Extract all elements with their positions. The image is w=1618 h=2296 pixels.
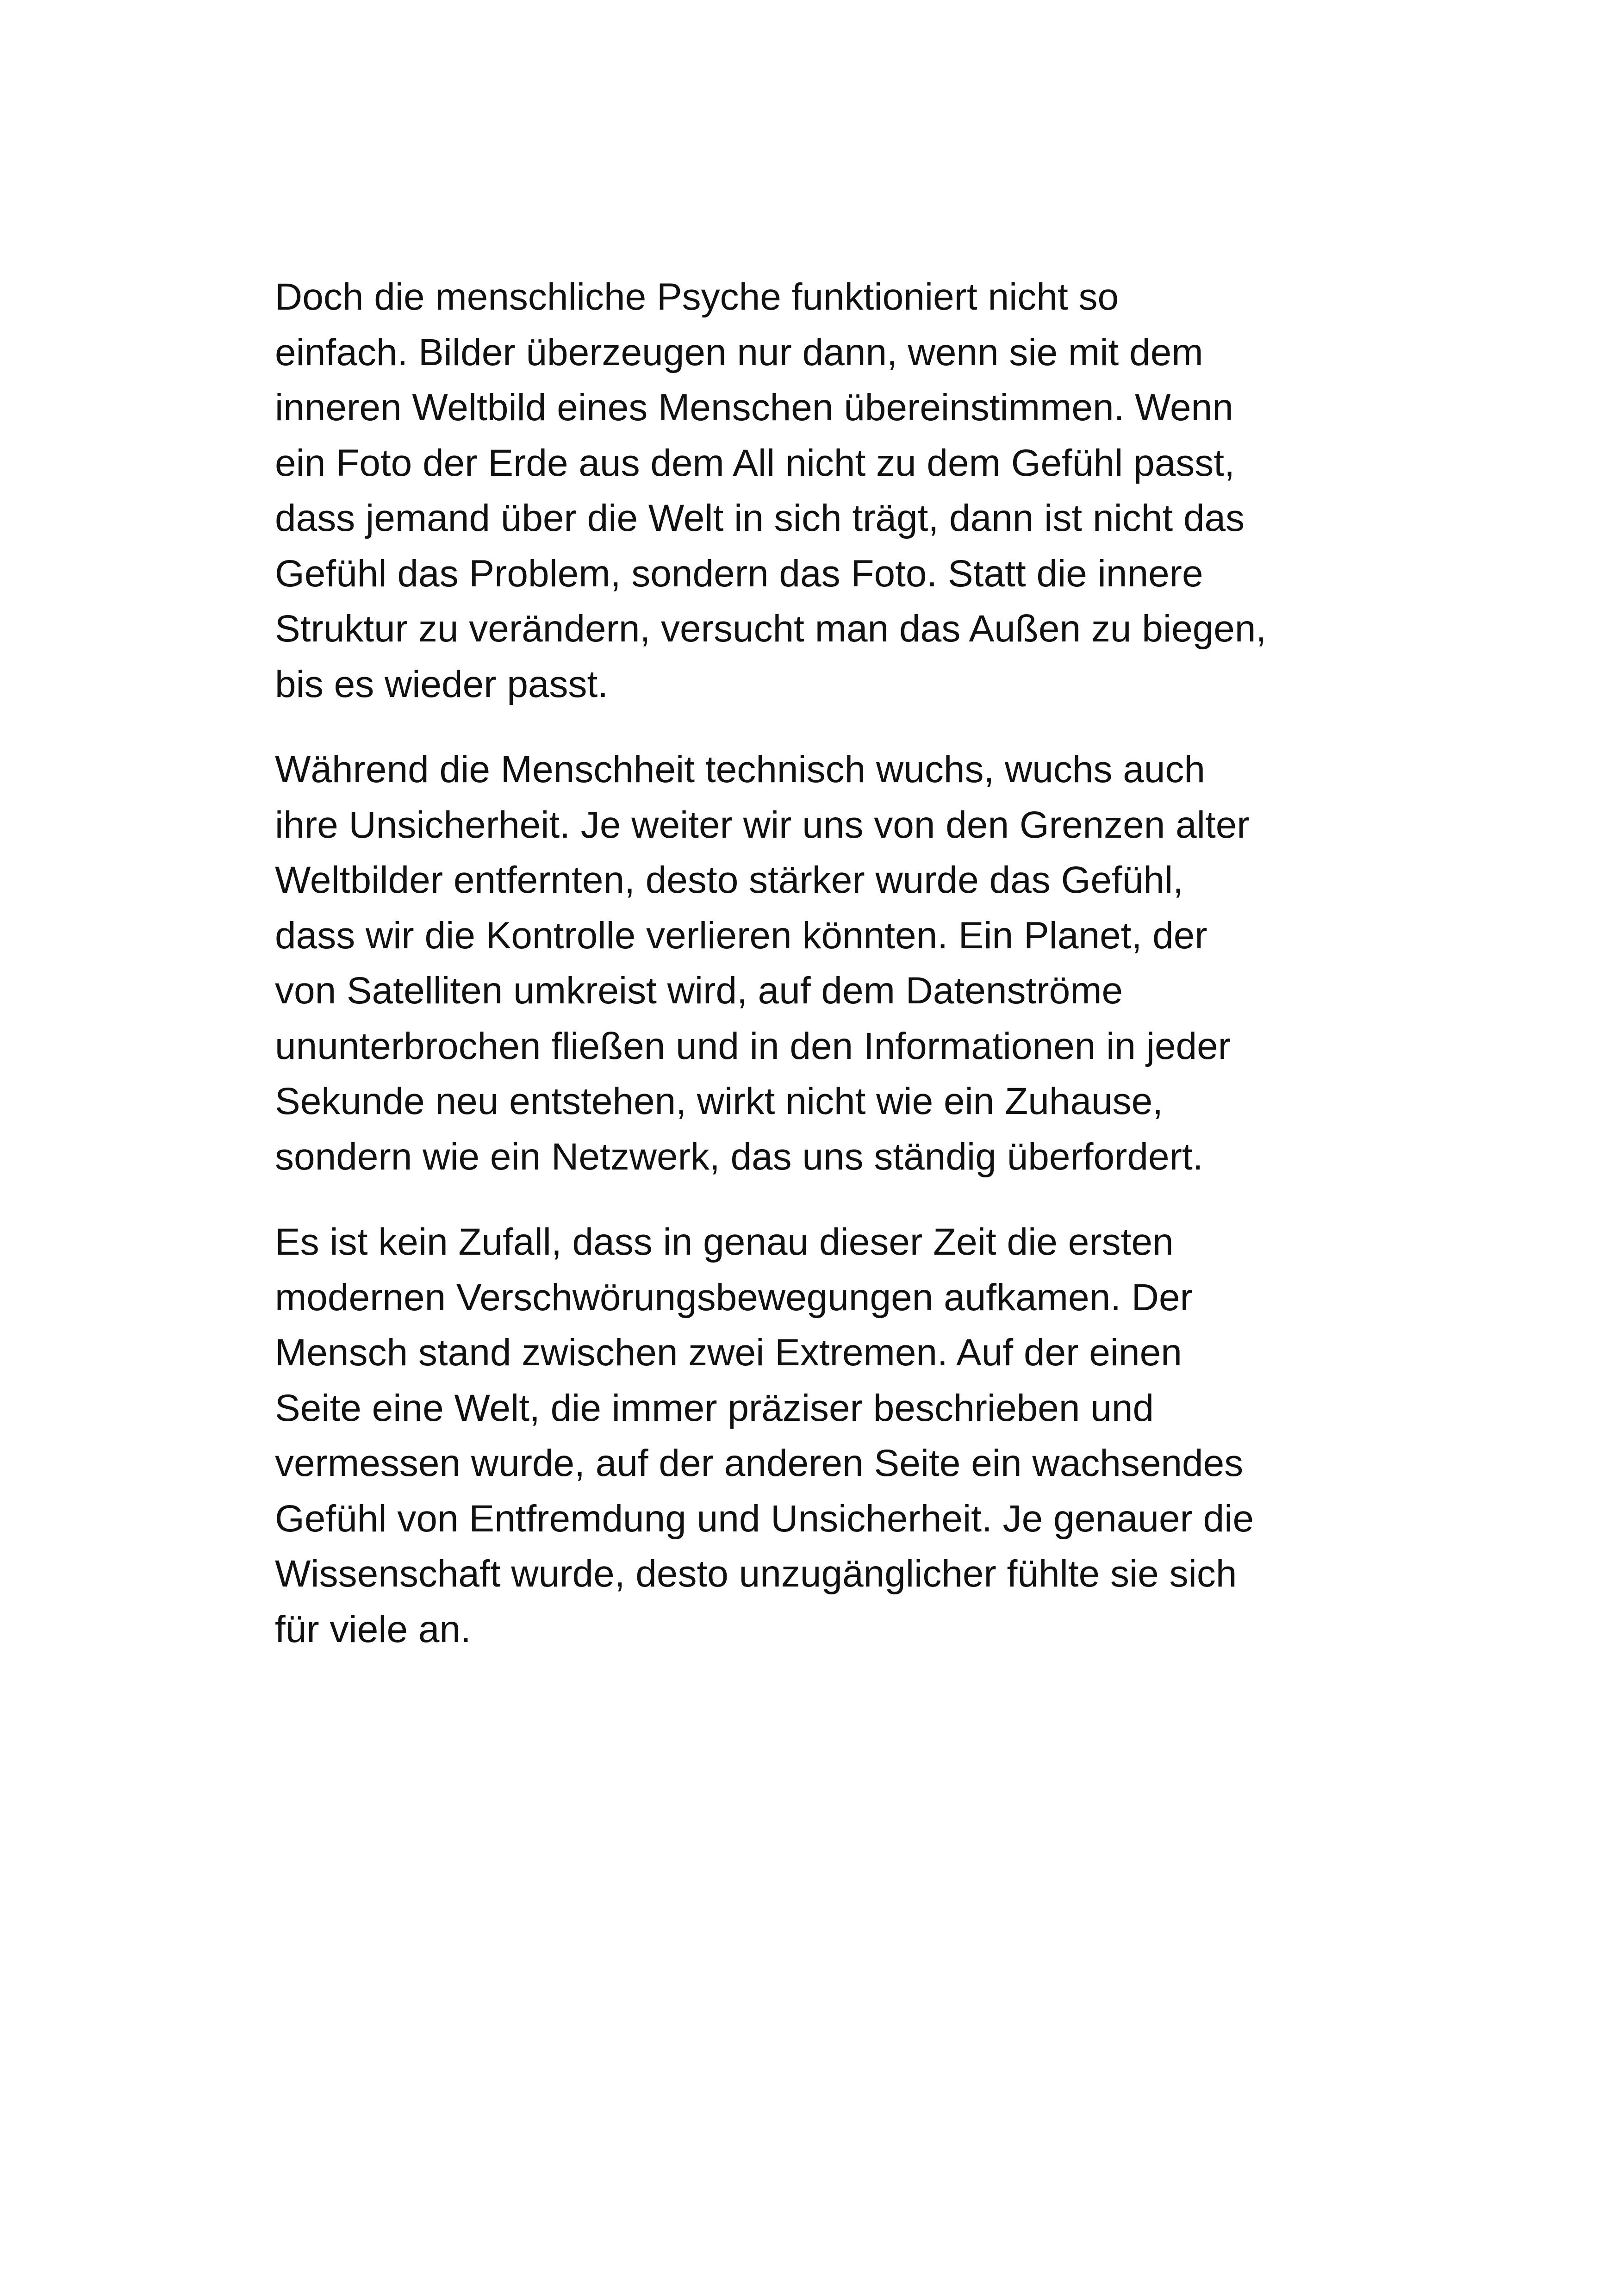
text-line: inneren Weltbild eines Menschen übereinstimmen. Wenn	[275, 386, 1233, 429]
text-line: Gefühl das Problem, sondern das Foto. Statt die innere	[275, 552, 1203, 595]
text-line: Struktur zu verändern, versucht man das Außen zu biegen,	[275, 608, 1267, 650]
text-line: ein Foto der Erde aus dem All nicht zu dem Gefühl passt,	[275, 442, 1235, 484]
paragraph-2	[275, 742, 1395, 1184]
text-line: Es ist kein Zufall, dass in genau dieser Zeit die ersten	[275, 1221, 1174, 1263]
text-line: Seite eine Welt, die immer präziser beschrieben und	[275, 1387, 1154, 1429]
text-line: dass jemand über die Welt in sich trägt, dann ist nicht das	[275, 497, 1245, 539]
text-line: von Satelliten umkreist wird, auf dem Datenströme	[275, 970, 1123, 1012]
text-line: dass wir die Kontrolle verlieren könnten. Ein Planet, der	[275, 914, 1207, 957]
text-line: Gefühl von Entfremdung und Unsicherheit. Je genauer die	[275, 1497, 1254, 1540]
text-line: Weltbilder entfernten, desto stärker wurde das Gefühl,	[275, 859, 1183, 901]
text-line: modernen Verschwörungsbewegungen aufkamen. Der	[275, 1276, 1193, 1319]
text-line: Wissenschaft wurde, desto unzugänglicher fühlte sie sich	[275, 1553, 1237, 1595]
text-line: einfach. Bilder überzeugen nur dann, wenn sie mit dem	[275, 331, 1203, 373]
text-line: für viele an.	[275, 1608, 471, 1650]
text-line: Mensch stand zwischen zwei Extremen. Auf der einen	[275, 1332, 1182, 1374]
text-line: Sekunde neu entstehen, wirkt nicht wie ein Zuhause,	[275, 1080, 1164, 1122]
text-line: Während die Menschheit technisch wuchs, wuchs auch	[275, 748, 1206, 790]
body-text	[275, 269, 1395, 1687]
text-line: Doch die menschliche Psyche funktioniert nicht so	[275, 276, 1119, 318]
paragraph-1	[275, 269, 1395, 712]
text-line: sondern wie ein Netzwerk, das uns ständig überfordert.	[275, 1135, 1203, 1178]
text-line: ununterbrochen fließen und in den Informationen in jeder	[275, 1025, 1231, 1067]
paragraph-3	[275, 1214, 1395, 1657]
text-line: bis es wieder passt.	[275, 663, 609, 705]
text-line: ihre Unsicherheit. Je weiter wir uns von den Grenzen alter	[275, 803, 1250, 846]
text-line: vermessen wurde, auf der anderen Seite ein wachsendes	[275, 1442, 1244, 1484]
